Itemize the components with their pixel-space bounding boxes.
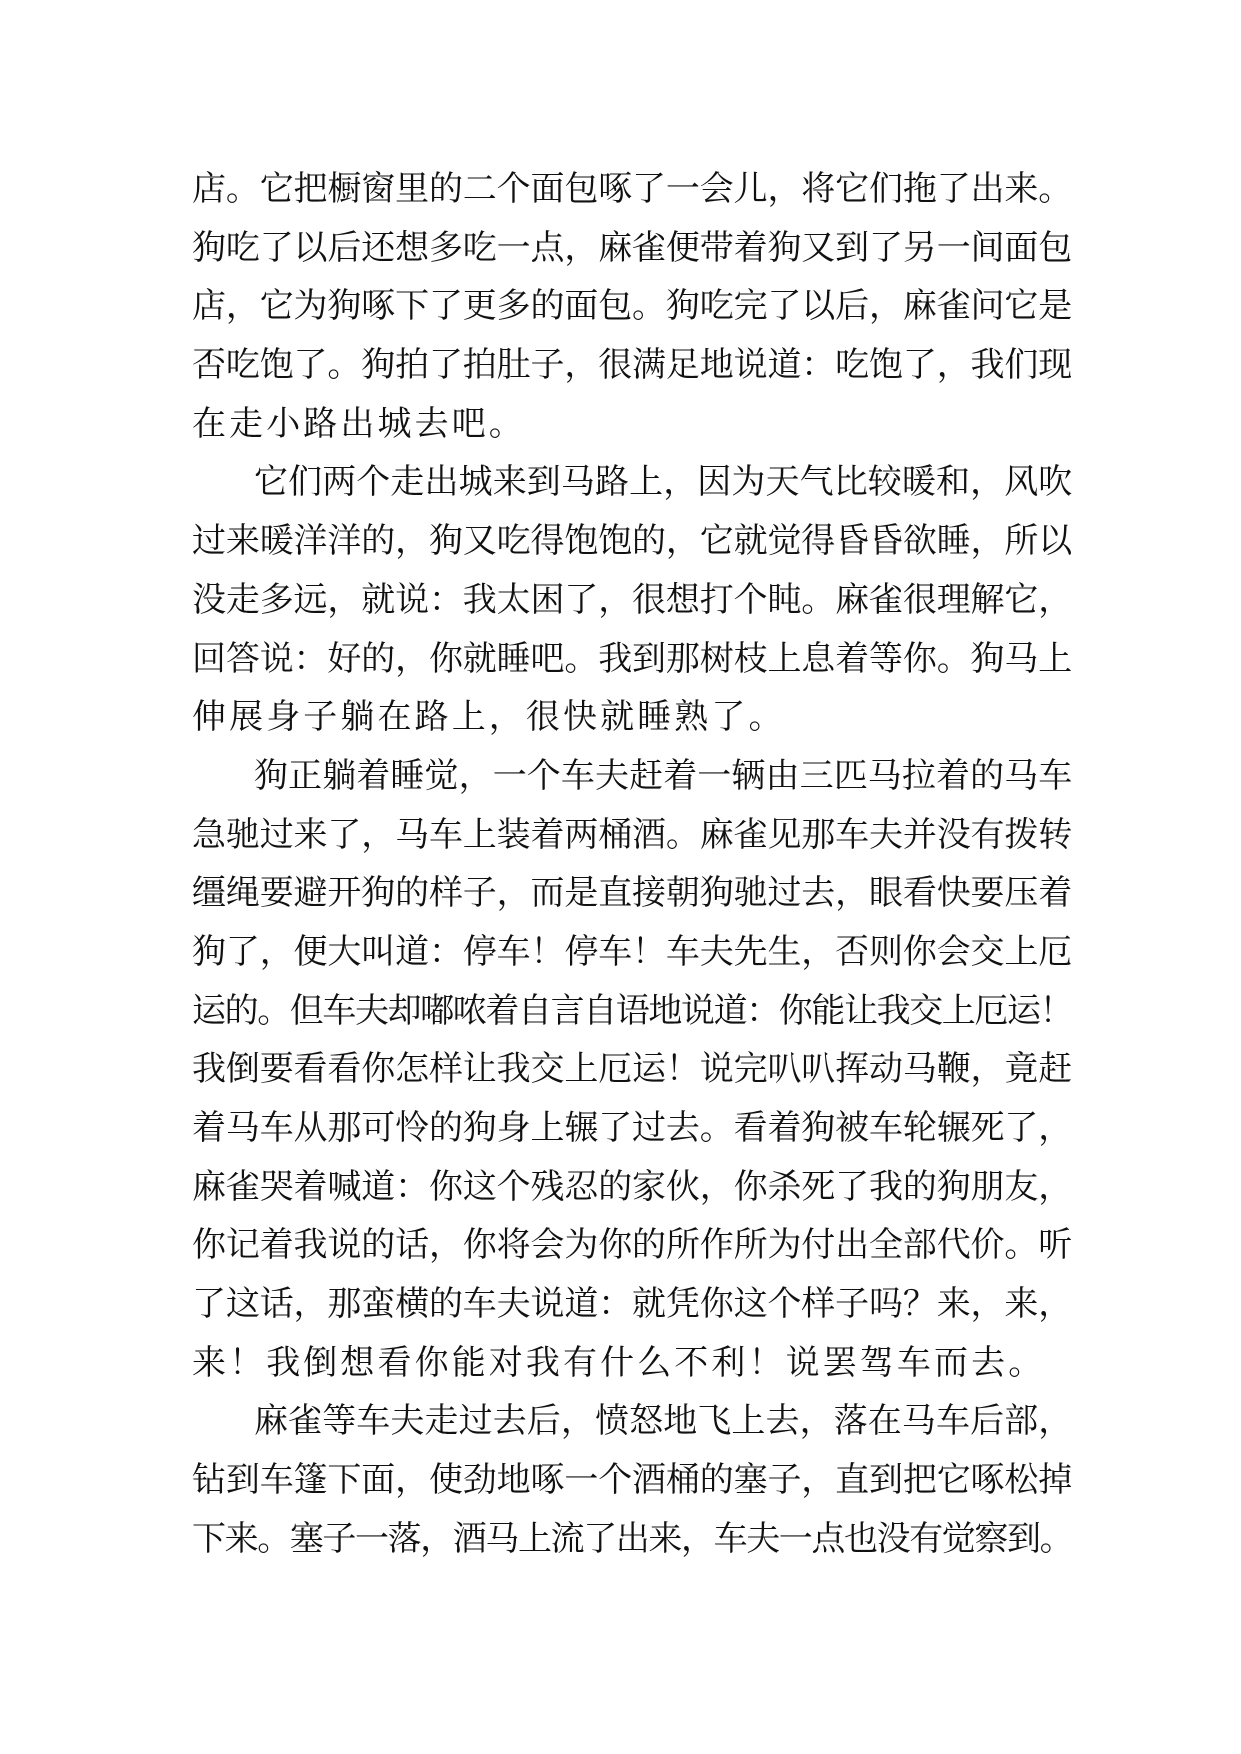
text-line: 伸展身子躺在路上，很快就睡熟了。 (192, 697, 786, 738)
text-line: 狗正躺着睡觉，一个车夫赶着一辆由三匹马拉着的马车 (254, 755, 1073, 796)
text-line: 着马车从那可怜的狗身上辗了过去。看着狗被车轮辗死了， (192, 1108, 1073, 1148)
text-line: 回答说：好的，你就睡吧。我到那树枝上息着等你。狗马上 (192, 638, 1073, 679)
body-text (192, 160, 1072, 1569)
text-line: 了这话，那蛮横的车夫说道：就凭你这个样子吗？来，来， (192, 1284, 1073, 1325)
text-line: 否吃饱了。狗拍了拍肚子，很满足地说道：吃饱了，我们现 (192, 345, 1073, 386)
text-line: 我倒要看看你怎样让我交上厄运！说完叭叭挥动马鞭，竟赶 (192, 1049, 1073, 1090)
text-line: 你记着我说的话，你将会为你的所作所为付出全部代价。听 (192, 1225, 1073, 1266)
text-line: 麻雀等车夫走过去后，愤怒地飞上去，落在马车后部， (254, 1401, 1073, 1442)
text-line: 钻到车篷下面，使劲地啄一个酒桶的塞子，直到把它啄松掉 (192, 1460, 1073, 1501)
text-line: 它们两个走出城来到马路上，因为天气比较暖和，风吹 (254, 462, 1073, 503)
text-line: 麻雀哭着喊道：你这个残忍的家伙，你杀死了我的狗朋友， (192, 1166, 1073, 1207)
text-line: 来！我倒想看你能对我有什么不利！说罢驾车而去。 (192, 1342, 1046, 1383)
text-line: 在走小路出城去吧。 (192, 403, 526, 444)
text-line: 没走多远，就说：我太困了，很想打个盹。麻雀很理解它， (192, 579, 1073, 620)
text-line: 过来暖洋洋的，狗又吃得饱饱的，它就觉得昏昏欲睡，所以 (192, 521, 1073, 562)
text-line: 缰绳要避开狗的样子，而是直接朝狗驰过去，眼看快要压着 (192, 873, 1073, 914)
text-line: 店，它为狗啄下了更多的面包。狗吃完了以后，麻雀问它是 (192, 286, 1073, 327)
text-line: 急驰过来了，马车上装着两桶酒。麻雀见那车夫并没有拨转 (192, 814, 1073, 855)
text-line: 狗吃了以后还想多吃一点，麻雀便带着狗又到了另一间面包 (192, 227, 1073, 268)
text-line: 狗了，便大叫道：停车！停车！车夫先生，否则你会交上厄 (192, 931, 1073, 972)
text-line: 运的。但车夫却嘟哝着自言自语地说道：你能让我交上厄运！ (192, 990, 1073, 1031)
text-line: 下来。塞子一落，酒马上流了出来，车夫一点也没有觉察到。 (192, 1518, 1073, 1559)
text-line: 店。它把橱窗里的二个面包啄了一会儿，将它们拖了出来。 (192, 169, 1073, 209)
